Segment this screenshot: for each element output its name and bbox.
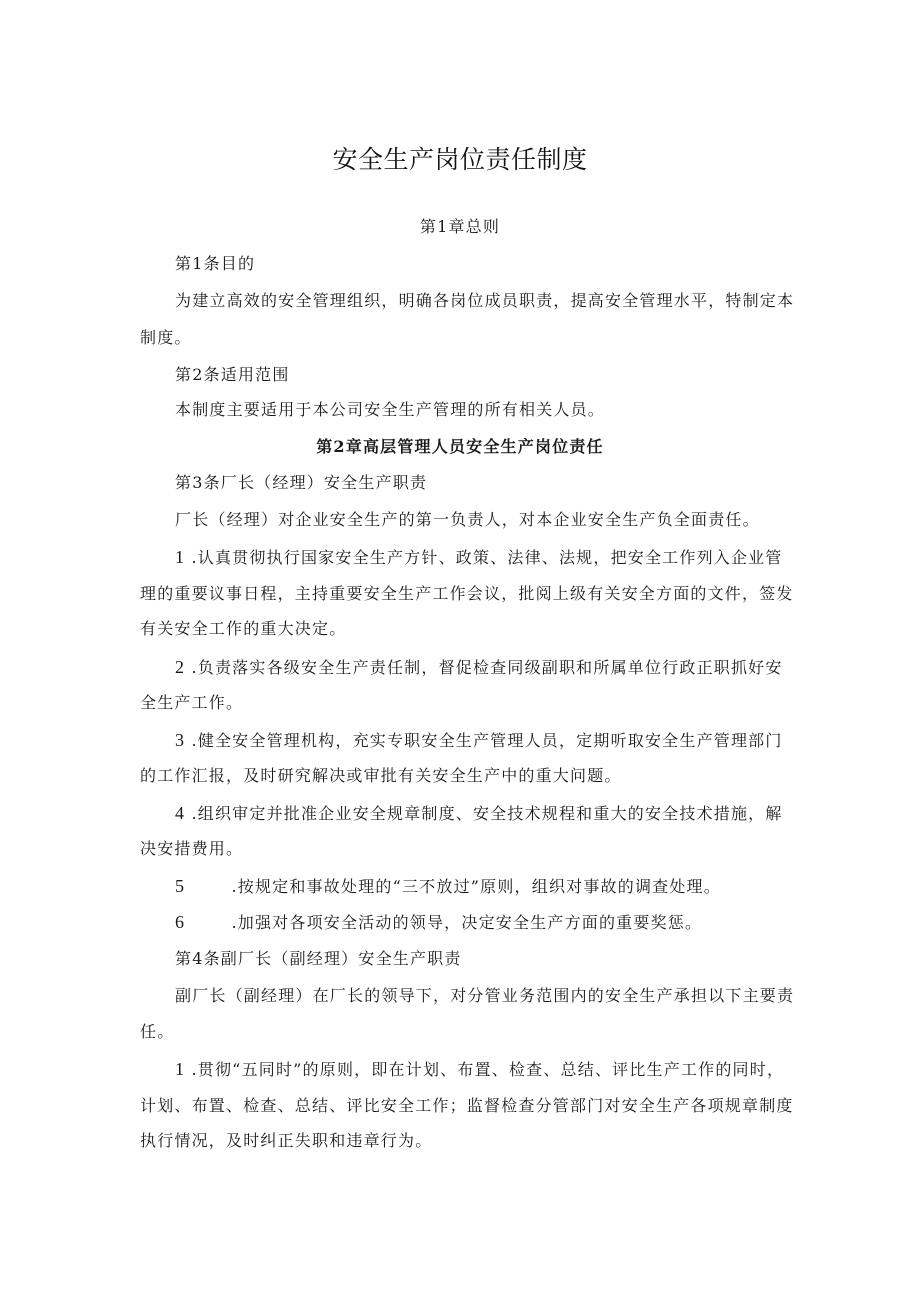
chapter-2-heading: 第2章高层管理人员安全生产岗位责任 <box>316 437 604 456</box>
article-1-heading: 第1条目的 <box>175 254 256 273</box>
item-number: 2 <box>175 657 186 677</box>
article-4-heading: 第4条副厂长（副经理）安全生产职责 <box>175 949 462 968</box>
article-1-text: 为建立高效的安全管理组织，明确各岗位成员职责，提高安全管理水平，特制定本 <box>175 291 795 310</box>
article-3-item-4 <box>175 802 783 825</box>
article-3-item-1 <box>175 546 783 569</box>
article-3-item-5 <box>175 875 780 898</box>
item-number: 5 <box>175 876 186 896</box>
item-number: 3 <box>175 730 186 750</box>
article-1-text-continued: 制度。 <box>140 328 192 347</box>
chapter-1-heading: 第1章总则 <box>419 217 501 236</box>
item-number: 1 <box>175 547 186 567</box>
item-text: .认真贯彻执行国家安全生产方针、政策、法律、法规，把安全工作列入企业管 <box>191 548 783 567</box>
article-4-intro-line-2: 任。 <box>140 1022 175 1041</box>
item-text: .负责落实各级安全生产责任制，督促检查同级副职和所属单位行政正职抓好安 <box>191 658 783 677</box>
article-4-item-1 <box>175 1058 785 1081</box>
article-2-text: 本制度主要适用于本公司安全生产管理的所有相关人员。 <box>175 400 606 419</box>
article-3-item-2-line-2: 全生产工作。 <box>140 693 244 712</box>
article-3-heading: 第3条厂长（经理）安全生产职责 <box>175 473 428 492</box>
article-3-item-1-line-2: 理的重要议事日程，主持重要安全生产工作会议，批阅上级有关安全方面的文件，签发 <box>140 584 794 603</box>
article-4-item-1-line-3: 执行情况，及时纠正失职和违章行为。 <box>140 1131 433 1150</box>
item-text: .组织审定并批准企业安全规章制度、安全技术规程和重大的安全技术措施，解 <box>191 804 783 823</box>
article-3-item-1-line-3: 有关安全工作的重大决定。 <box>140 619 347 638</box>
item-number: 6 <box>175 912 186 932</box>
item-text: .贯彻“五同时”的原则，即在计划、布置、检查、总结、评比生产工作的同时， <box>191 1060 785 1079</box>
article-3-item-4-line-2: 决安措费用。 <box>140 839 244 858</box>
article-3-item-6 <box>175 911 780 934</box>
article-4-item-1-line-2: 计划、布置、检查、总结、评比安全工作；监督检查分管部门对安全生产各项规章制度 <box>140 1096 794 1115</box>
article-3-item-3 <box>175 729 783 752</box>
item-text: .健全安全管理机构，充实专职安全生产管理人员，定期听取安全生产管理部门 <box>191 731 783 750</box>
item-number: 4 <box>175 803 186 823</box>
article-3-intro: 厂长（经理）对企业安全生产的第一负责人，对本企业安全生产负全面责任。 <box>175 510 760 529</box>
article-3-item-2 <box>175 656 783 679</box>
item-text: .加强对各项安全活动的领导，决定安全生产方面的重要奖惩。 <box>231 913 703 932</box>
item-text: .按规定和事故处理的“三不放过”原则，组织对事故的调查处理。 <box>231 877 721 896</box>
article-2-heading: 第2条适用范围 <box>175 365 290 384</box>
item-number: 1 <box>175 1059 186 1079</box>
document-title: 安全生产岗位责任制度 <box>332 145 588 174</box>
article-3-item-3-line-2: 的工作汇报，及时研究解决或审批有关安全生产中的重大问题。 <box>140 766 622 785</box>
article-4-intro: 副厂长（副经理）在厂长的领导下，对分管业务范围内的安全生产承担以下主要责 <box>175 986 795 1005</box>
